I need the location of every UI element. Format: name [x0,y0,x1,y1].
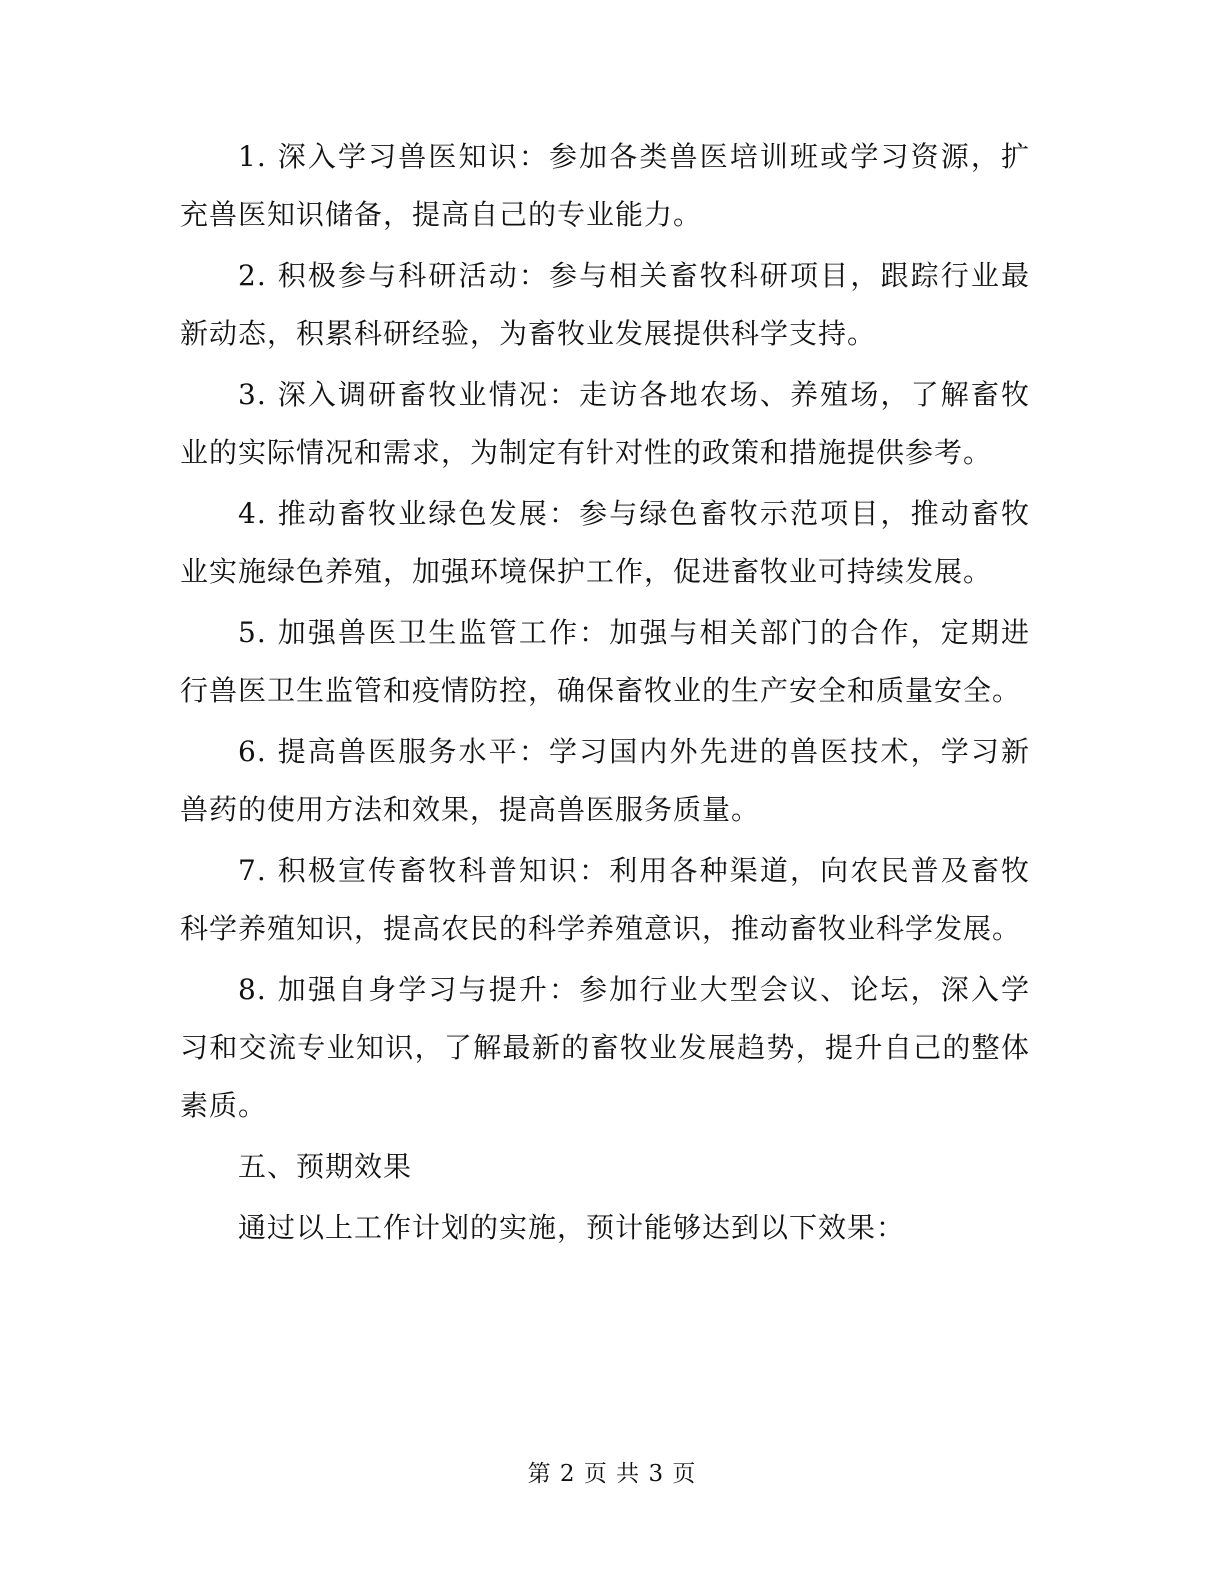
list-item-7: 7. 积极宣传畜牧科普知识：利用各种渠道，向农民普及畜牧科学养殖知识，提高农民的科学养殖意识，推动畜牧业科学发展。 [180,854,1030,945]
list-item-8: 8. 加强自身学习与提升：参加行业大型会议、论坛，深入学习和交流专业知识，了解最新的畜牧业发展趋势，提升自己的整体素质。 [180,973,1030,1122]
list-item-4: 4. 推动畜牧业绿色发展：参与绿色畜牧示范项目，推动畜牧业实施绿色养殖，加强环境保护工作，促进畜牧业可持续发展。 [180,497,1030,588]
list-item-6: 6. 提高兽医服务水平：学习国内外先进的兽医技术，学习新兽药的使用方法和效果，提高兽医服务质量。 [180,735,1030,826]
list-item-5: 5. 加强兽医卫生监管工作：加强与相关部门的合作，定期进行兽医卫生监管和疫情防控，确保畜牧业的生产安全和质量安全。 [180,616,1030,707]
body-paragraph: 通过以上工作计划的实施，预计能够达到以下效果： [238,1211,906,1244]
page-number-footer: 第 2 页 共 3 页 [527,1461,697,1487]
list-item-3: 3. 深入调研畜牧业情况：走访各地农场、养殖场，了解畜牧业的实际情况和需求，为制定有针对性的政策和措施提供参考。 [180,378,1030,469]
list-item-1: 1. 深入学习兽医知识：参加各类兽医培训班或学习资源，扩充兽医知识储备，提高自己的专业能力。 [180,140,1030,231]
document-body [180,128,1030,1260]
list-item-2: 2. 积极参与科研活动：参与相关畜牧科研项目，跟踪行业最新动态，积累科研经验，为畜牧业发展提供科学支持。 [180,259,1030,350]
section-heading: 五、预期效果 [238,1150,413,1183]
